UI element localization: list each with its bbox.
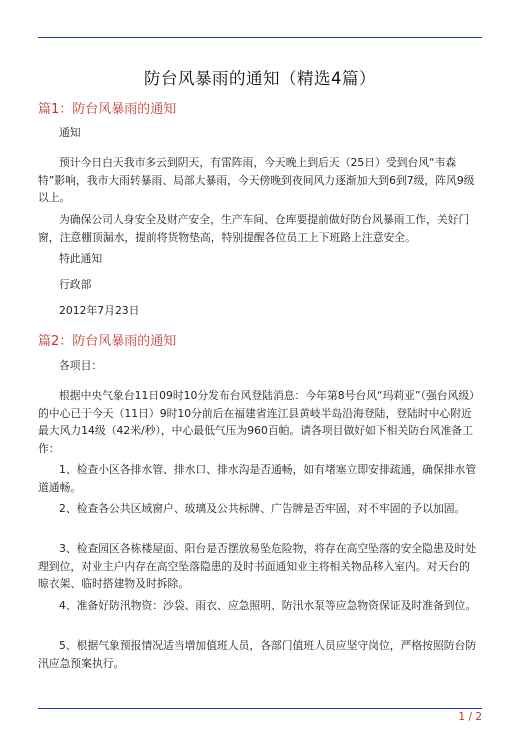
section-heading-1: 篇1：防台风暴雨的通知 (38, 102, 177, 117)
paragraph-notice: 通知 (59, 126, 81, 139)
list-item-drainage: 1、检查小区各排水管、排水口、排水沟是否通畅，如有堵塞立即安排疏通，确保排水管道通畅。 (38, 463, 477, 494)
document-title: 防台风暴雨的通知（精选4篇） (144, 69, 376, 88)
paragraph-date: 2012年7月23日 (59, 304, 140, 317)
paragraph-safety: 为确保公司人身安全及财产安全，生产车间、仓库要提前做好防台风暴雨工作，关好门窗，注意棚顶漏水，提前将货物垫高，特别提醒各位员工上下班路上注意安全。 (38, 213, 470, 244)
footer-rule (38, 708, 482, 709)
list-item-supplies: 4、准备好防汛物资：沙袋、雨衣、应急照明、防汛水泵等应急物资保证及时准备到位。 (59, 599, 477, 612)
page-number: 1 / 2 (458, 711, 482, 723)
paragraph-recipients: 各项目： (59, 359, 103, 372)
paragraph-typhoon-report: 根据中央气象台11日09时10分发布台风登陆消息：今年第8号台风“玛莉亚”（强台风级）的中心已于今天（11日）9时10分前后在福建省连江县黄岐半岛沿海登陆，登陆时中心附近最大风力14级（42米/秒），中心最低气压为960百帕。请各项目做好如下相关防台风准备工作： (38, 389, 480, 455)
section-heading-2: 篇2：防台风暴雨的通知 (38, 334, 177, 349)
list-item-duty-staff: 5、根据气象预报情况适当增加值班人员，各部门值班人员应坚守岗位，严格按照防台防汛应急预案执行。 (38, 639, 477, 670)
paragraph-closing: 特此通知 (59, 252, 103, 265)
header-rule (38, 37, 482, 38)
paragraph-forecast: 预计今日白天我市多云到阴天，有雷阵雨，今天晚上到后天（25日）受到台风“韦森特”影响，我市大雨转暴雨、局部大暴雨，今天傍晚到夜间风力逐渐加大到6到7级，阵风9级以上。 (38, 156, 475, 204)
paragraph-department: 行政部 (59, 278, 92, 291)
list-item-falling-objects: 3、检查园区各栋楼屋面、阳台是否摆放易坠危险物，将存在高空坠落的安全隐患及时处理到位，对业主户内存在高空坠落隐患的及时书面通知业主将相关物品移入室内。对天台的晾衣架、临时搭建物及时拆除。 (38, 542, 477, 590)
list-item-windows: 2、检查各公共区域窗户、玻璃及公共标牌、广告牌是否牢固，对不牢固的予以加固。 (59, 502, 466, 515)
